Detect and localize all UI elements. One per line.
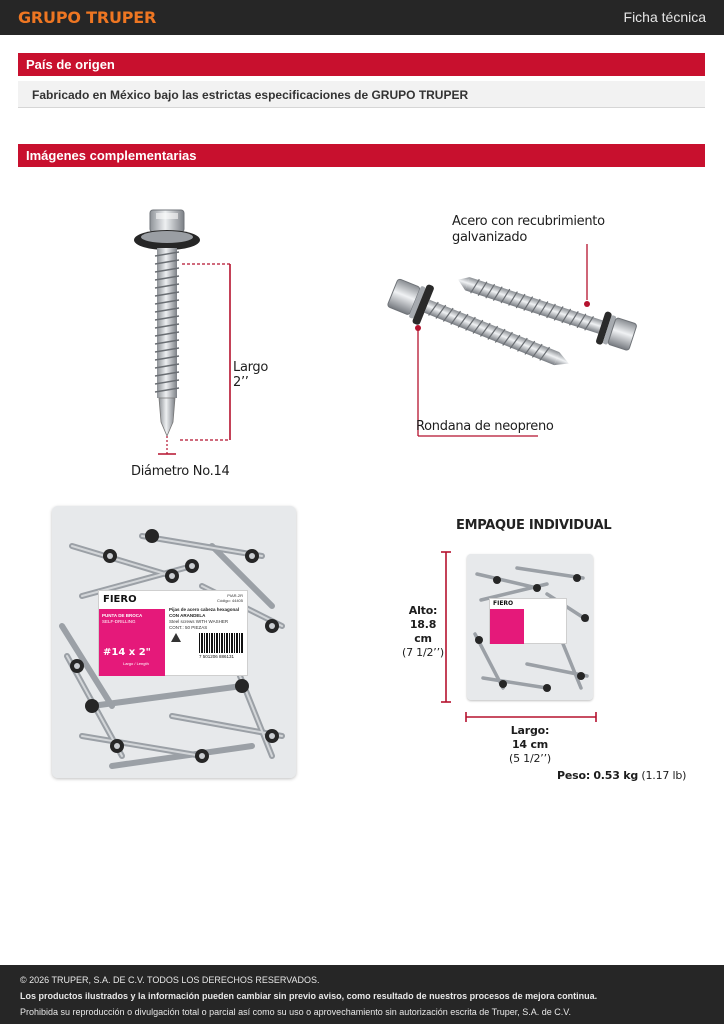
top-bar xyxy=(0,0,724,35)
screw-vertical-illustration xyxy=(120,200,260,460)
weight-lb: (1.17 lb) xyxy=(641,769,687,782)
footer-prohibition: Prohibida su reproducción o divulgación total o parcial así como su uso o aprovechamiento sin autorización escrita de Truper, S.A. de C.V. xyxy=(20,1007,571,1017)
length-value: 2’’ xyxy=(233,375,249,390)
document-type: Ficha técnica xyxy=(623,9,706,25)
height-cm: 18.8 cm xyxy=(409,618,437,645)
package-label-count: CONT.: 50 PIEZAS xyxy=(169,625,208,630)
screws-angled-illustration xyxy=(380,240,670,440)
height-label: Alto: xyxy=(408,604,438,617)
length-dimension-text xyxy=(500,724,560,766)
package-label-barcode-number: 7 501206 886131 xyxy=(199,654,235,659)
package-small-label xyxy=(489,598,567,644)
package-label-size: #14 x 2" xyxy=(103,647,151,658)
coating-label-line2: galvanizado xyxy=(452,230,528,245)
package-length-dimension xyxy=(464,711,598,723)
brand-logo: GRUPO TRUPER xyxy=(18,8,157,27)
origin-box xyxy=(18,81,705,108)
package-label-tip2: SELF-DRILLING xyxy=(102,619,136,624)
height-dimension-text xyxy=(400,604,446,660)
footer-copyright: © 2026 TRUPER, S.A. DE C.V. TODOS LOS DERECHOS RESERVADOS. xyxy=(20,975,320,985)
package-small-label-magenta xyxy=(490,609,524,644)
package-photo-large xyxy=(52,506,296,778)
package-label-title1: Pijas de acero cabeza hexagonal xyxy=(169,607,240,612)
package-label-magenta xyxy=(99,609,165,676)
length-label-pkg: Largo: xyxy=(510,724,550,737)
length-cm: 14 cm xyxy=(511,738,549,751)
diameter-label: Diámetro No.14 xyxy=(131,464,230,479)
package-label-size-caption: Largo / Length xyxy=(123,661,149,666)
coating-label-line1: Acero con recubrimiento xyxy=(452,214,605,229)
warning-icon xyxy=(171,633,181,642)
origin-text: Fabricado en México bajo las estrictas especificaciones de GRUPO TRUPER xyxy=(32,88,469,102)
individual-package-title: EMPAQUE INDIVIDUAL xyxy=(456,518,612,533)
package-small-label-brand: FIERO xyxy=(493,600,514,607)
barcode-icon xyxy=(199,633,243,653)
package-label-tip1: PUNTA DE BROCA xyxy=(102,613,143,618)
package-photo-small xyxy=(467,554,593,700)
section-images-title: Imágenes complementarias xyxy=(26,148,197,163)
weight-kg: 0.53 kg xyxy=(593,769,639,782)
package-label-brand: FIERO xyxy=(103,594,137,605)
package-label-code2: Código: 44405 xyxy=(216,598,243,603)
package-label xyxy=(98,590,248,676)
weight-label: Peso: xyxy=(557,769,591,782)
section-images-header xyxy=(18,144,705,167)
package-label-title2: CON ARANDELA xyxy=(169,613,206,618)
package-label-title-en: Steel screws WITH WASHER xyxy=(169,619,229,624)
height-in: (7 1/2’’) xyxy=(402,646,444,659)
washer-label: Rondana de neopreno xyxy=(416,419,554,434)
footer-notice: Los productos ilustrados y la información pueden cambiar sin previo aviso, como resultado de nuestros procesos de mejora continua. xyxy=(20,991,598,1001)
package-label-code1: PIAR-2R xyxy=(227,593,243,598)
weight-text xyxy=(557,769,686,783)
length-label: Largo xyxy=(233,360,269,375)
section-origin-header xyxy=(18,53,705,76)
section-origin-title: País de origen xyxy=(26,57,115,72)
footer xyxy=(0,965,724,1024)
length-in: (5 1/2’’) xyxy=(509,752,551,765)
